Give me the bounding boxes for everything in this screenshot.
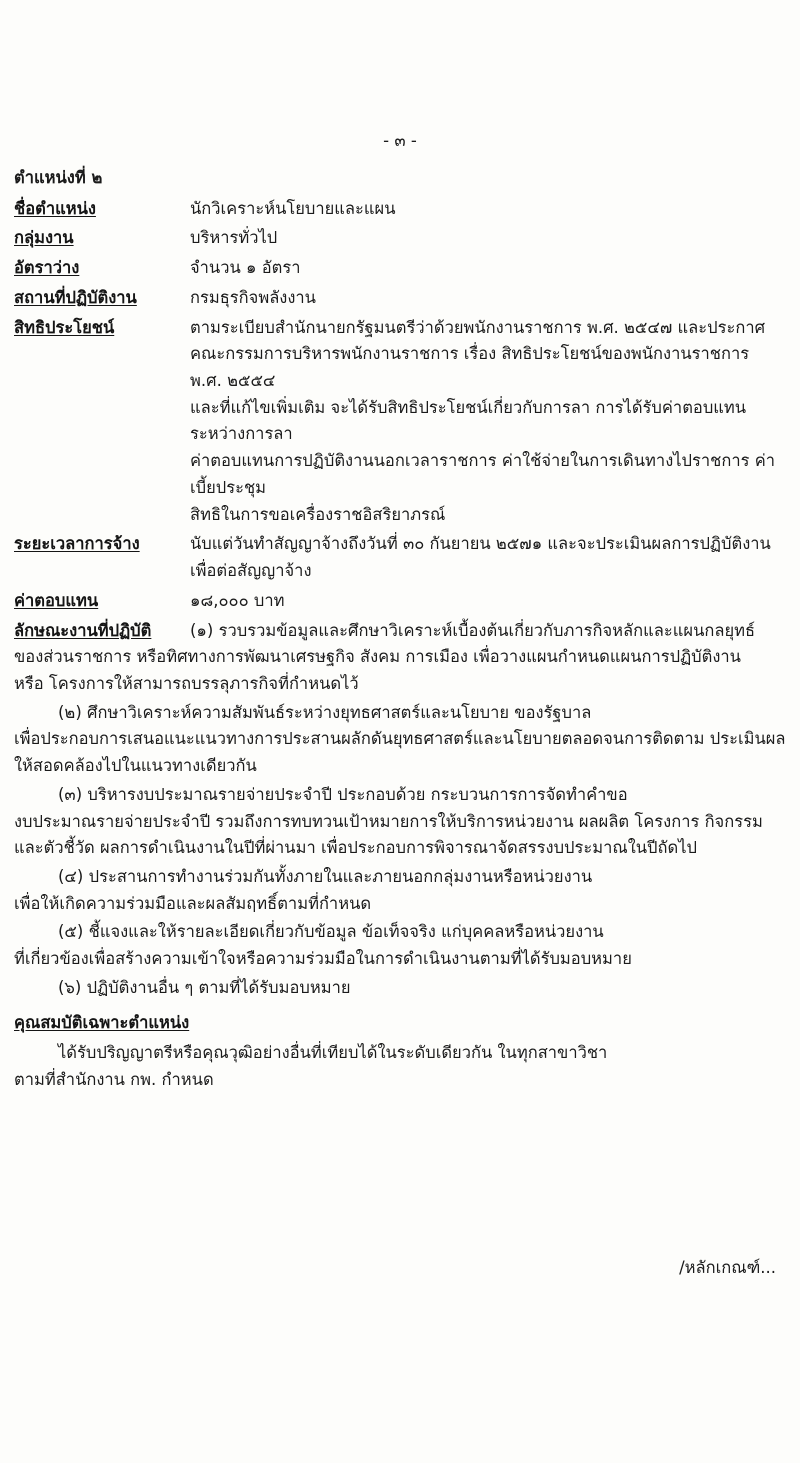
duty-line: ของส่วนราชการ หรือทิศทางการพัฒนาเศรษฐกิจ สังคม การเมือง เพื่อวางแผนกำหนดแผนการปฏิบัติงาน [14, 647, 741, 667]
duty-item-2 [14, 700, 786, 780]
qualifications-line: ตามที่สำนักงาน กพ. กำหนด [14, 1070, 214, 1090]
field-label-benefits: สิทธิประโยชน์ [14, 317, 115, 337]
duty-item-1-cont [14, 644, 786, 697]
duty-item-5 [14, 919, 786, 972]
field-workplace [14, 285, 786, 312]
duty-line [14, 864, 786, 891]
duty-text-2: ศึกษาวิเคราะห์ความสัมพันธ์ระหว่างยุทธศาสตร์และนโยบาย ของรัฐบาล [87, 702, 592, 722]
benefits-line: ค่าตอบแทนการปฏิบัติงานนอกเวลาราชการ ค่าใช้จ่ายในการเดินทางไปราชการ ค่าเบี้ยประชุม [190, 451, 776, 497]
field-label-position-name: ชื่อตำแหน่ง [14, 198, 96, 218]
field-position-name [14, 196, 786, 223]
position-heading: ตำแหน่งที่ ๒ [14, 168, 103, 187]
footer-note: /หลักเกณฑ์... [679, 1258, 776, 1277]
field-value-salary: ๑๘,๐๐๐ บาท [190, 590, 285, 610]
duty-line [14, 975, 786, 1002]
duty-line [14, 700, 786, 727]
duty-line: เพื่อประกอบการเสนอแนะแนวทางการประสานผลักดันยุทธศาสตร์และนโยบายตลอดจนการติดตาม ประเมินผล [14, 729, 786, 749]
duty-item-4 [14, 864, 786, 917]
duty-number-6: (๖) [58, 977, 82, 997]
duty-number-3: (๓) [58, 784, 83, 804]
field-label-workplace: สถานที่ปฏิบัติงาน [14, 287, 137, 307]
field-benefits [14, 315, 786, 529]
duty-line: ที่เกี่ยวข้องเพื่อสร้างความเข้าใจหรือความร่วมมือในการดำเนินงานตามที่ได้รับมอบหมาย [14, 949, 632, 969]
duties-first-row [14, 618, 786, 645]
duties-label: ลักษณะงานที่ปฏิบัติ [14, 620, 152, 640]
field-value-group: บริหารทั่วไป [190, 228, 278, 248]
field-value-vacancies: จำนวน ๑ อัตรา [190, 258, 301, 278]
document-content [14, 165, 786, 1095]
duties-section [14, 618, 786, 1002]
benefits-line: ตามระเบียบสำนักนายกรัฐมนตรีว่าด้วยพนักงานราชการ พ.ศ. ๒๕๔๗ และประกาศ [190, 317, 766, 337]
duty-line [14, 919, 786, 946]
contract-period-line: เพื่อต่อสัญญาจ้าง [190, 561, 312, 581]
qualifications-line: ได้รับปริญญาตรีหรือคุณวุฒิอย่างอื่นที่เทียบได้ในระดับเดียวกัน ในทุกสาขาวิชา [58, 1042, 608, 1062]
duty-number-4: (๔) [58, 866, 84, 886]
duty-line: และตัวชี้วัด ผลการดำเนินงานในปีที่ผ่านมา เพื่อประกอบการพิจารณาจัดสรรงบประมาณในปีถัดไป [14, 838, 697, 858]
contract-period-line: นับแต่วันทำสัญญาจ้างถึงวันที่ ๓๐ กันยายน ๒๕๗๑ และจะประเมินผลการปฏิบัติงาน [190, 534, 771, 554]
field-value-contract-period [190, 531, 786, 584]
field-label-vacancies: อัตราว่าง [14, 258, 80, 278]
qualifications-heading: คุณสมบัติเฉพาะตำแหน่ง [14, 1012, 190, 1032]
field-value-workplace: กรมธุรกิจพลังงาน [190, 287, 316, 307]
duty-number-1: (๑) [190, 620, 214, 640]
duty-item-6 [14, 975, 786, 1002]
field-group [14, 225, 786, 252]
duty-number-5: (๕) [58, 922, 84, 942]
duty-number-2: (๒) [58, 702, 82, 722]
duty-text-4: ประสานการทำงานร่วมกันทั้งภายในและภายนอกกลุ่มงานหรือหน่วยงาน [88, 866, 593, 886]
duty-line [14, 782, 786, 809]
duty-item-3 [14, 782, 786, 862]
duty-text-1: รวบรวมข้อมูลและศึกษาวิเคราะห์เบื้องต้นเกี่ยวกับภารกิจหลักและแผนกลยุทธ์ [218, 620, 756, 640]
field-label-salary: ค่าตอบแทน [14, 590, 99, 610]
benefits-line: สิทธิในการขอเครื่องราชอิสริยาภรณ์ [190, 504, 446, 524]
page-number: - ๓ - [383, 131, 417, 150]
duty-line: ให้สอดคล้องไปในแนวทางเดียวกัน [14, 756, 257, 776]
field-salary [14, 588, 786, 615]
duty-text-6: ปฏิบัติงานอื่น ๆ ตามที่ได้รับมอบหมาย [86, 977, 351, 997]
field-label-contract-period: ระยะเวลาการจ้าง [14, 534, 140, 554]
field-contract-period [14, 531, 786, 584]
duty-text-5: ชี้แจงและให้รายละเอียดเกี่ยวกับข้อมูล ข้อเท็จจริง แก่บุคคลหรือหน่วยงาน [88, 922, 604, 942]
benefits-line: และที่แก้ไขเพิ่มเติม จะได้รับสิทธิประโยชน์เกี่ยวกับการลา การได้รับค่าตอบแทนระหว่างการลา [190, 397, 747, 444]
duty-line: หรือ โครงการให้สามารถบรรลุภารกิจที่กำหนดไว้ [14, 673, 359, 693]
duty-text-3: บริหารงบประมาณรายจ่ายประจำปี ประกอบด้วย กระบวนการการจัดทำคำขอ [87, 784, 628, 804]
field-value-benefits [190, 315, 786, 529]
duty-line: เพื่อให้เกิดความร่วมมือและผลสัมฤทธิ์ตามที่กำหนด [14, 893, 372, 913]
duty-line: งบประมาณรายจ่ายประจำปี รวมถึงการทบทวนเป้าหมายการให้บริการหน่วยงาน ผลผลิต โครงการ กิจกรรม [14, 811, 763, 831]
benefits-line: คณะกรรมการบริหารพนักงานราชการ เรื่อง สิทธิประโยชน์ของพนักงานราชการ พ.ศ. ๒๕๕๔ [190, 344, 750, 391]
field-vacancies [14, 255, 786, 282]
field-value-position-name: นักวิเคราะห์นโยบายและแผน [190, 198, 396, 218]
duty-item-1-first-line [190, 618, 786, 645]
field-label-group: กลุ่มงาน [14, 228, 74, 248]
